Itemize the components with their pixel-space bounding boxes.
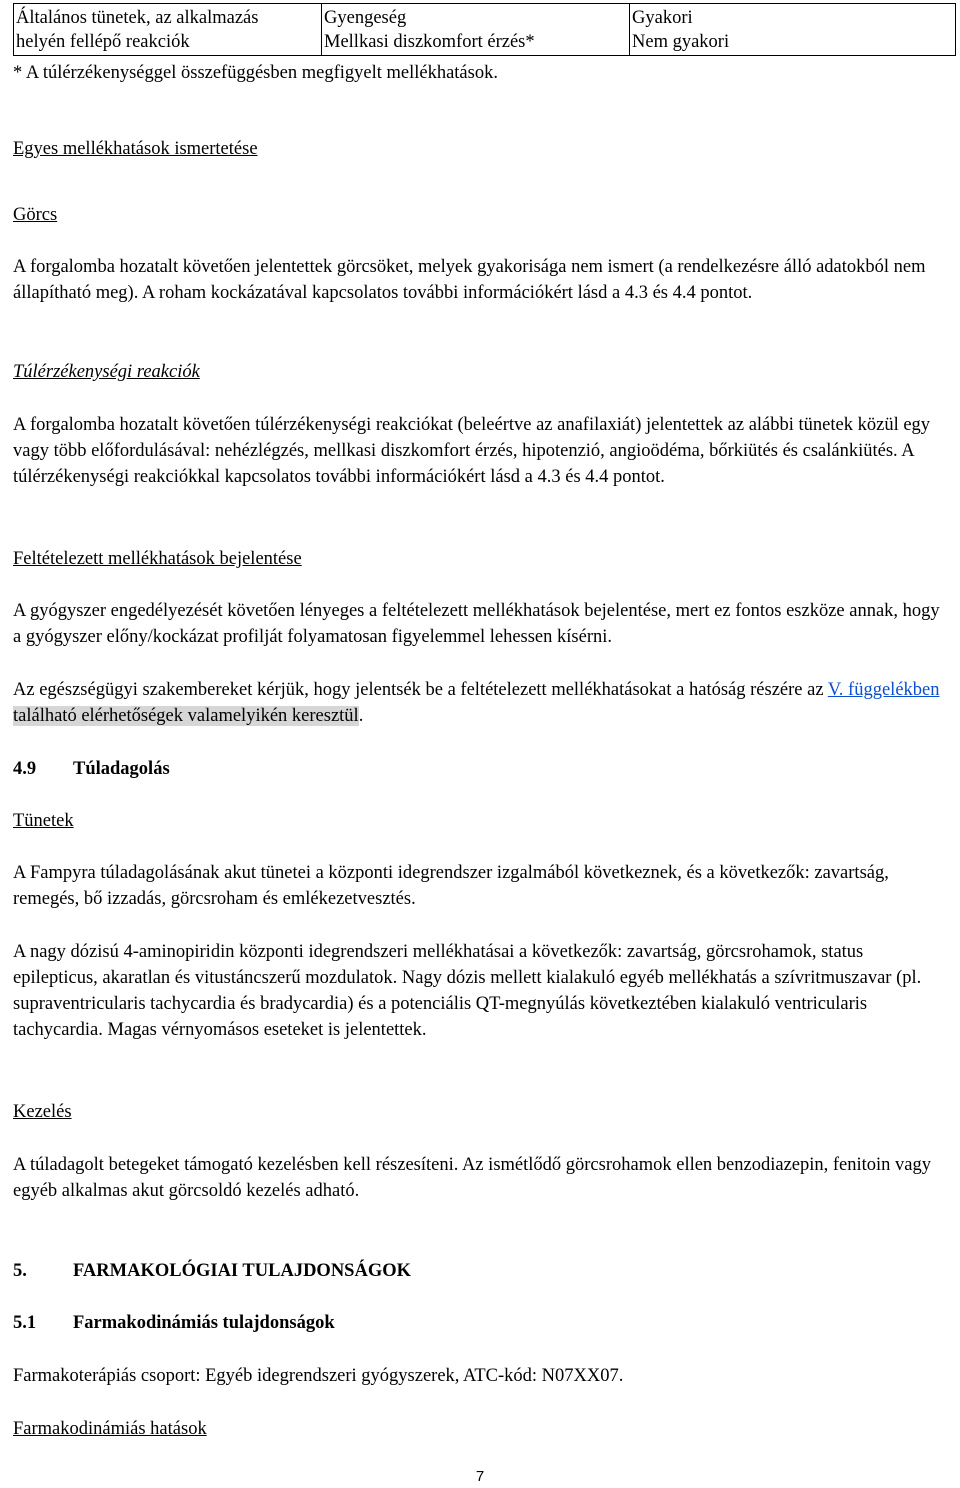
- table-cell-frequency: Gyakori Nem gyakori: [630, 4, 956, 56]
- table-cell-organ-class: Általános tünetek, az alkalmazás helyén fellépő reakciók: [14, 4, 322, 56]
- table-footnote: * A túlérzékenységgel összefüggésben megfigyelt mellékhatások.: [13, 63, 498, 83]
- table-cell-reaction: Gyengeség Mellkasi diszkomfort érzés*: [322, 4, 630, 56]
- paragraph-farmakoterapias: Farmakoterápiás csoport: Egyéb idegrendszeri gyógyszerek, ATC-kód: N07XX07.: [13, 1366, 624, 1386]
- table-row: [14, 4, 956, 56]
- paragraph-bejelentes-2: Az egészségügyi szakembereket kérjük, hogy jelentsék be a feltételezett mellékhatásokat a hatóság részére az V. függelékben található elérhetőségek valamelyikén keresztül.: [13, 680, 940, 726]
- heading-farmakodinamias-hatasok: Farmakodinámiás hatások: [13, 1419, 207, 1439]
- paragraph-tunetek-1: A Fampyra túladagolásának akut tünetei a központi idegrendszer izgalmából következnek, és a következők: zavartság, remegés, bő izzadás, görcsroham és emlékezetvesztés.: [13, 863, 889, 909]
- heading-kezeles: Kezelés: [13, 1102, 72, 1122]
- paragraph-tunetek-2: A nagy dózisú 4-aminopiridin központi idegrendszeri mellékhatásai a következők: zavartság, görcsrohamok, status epilepticus, akaratlan és vitustáncszerű mozdulatok. Nagy dózis mellett kialakuló egyéb mellékhatás a szívritmuszavar (pl. supraventricularis tachycardia és bradycardia) és a potenciális QT-megnyúlás következtében kialakuló ventricularis tachycardia. Magas vérnyomásos eseteket is jelentettek.: [13, 942, 922, 1040]
- heading-gorcs: Görcs: [13, 205, 58, 225]
- section-5-1-heading: 5.1 Farmakodinámiás tulajdonságok: [13, 1313, 335, 1333]
- heading-egyes-mellekhatasok: Egyes mellékhatások ismertetése: [13, 139, 258, 159]
- side-effects-table: [13, 3, 956, 56]
- paragraph-bejelentes-1: A gyógyszer engedélyezését követően lényeges a feltételezett mellékhatások bejelentése, mert ez fontos eszköze annak, hogy a gyógyszer előny/kockázat profilját folyamatosan figyelemmel lehessen kísérni.: [13, 601, 940, 647]
- appendix-v-link[interactable]: V. függelékben: [827, 680, 940, 700]
- paragraph-tulerzekenysegi: A forgalomba hozatalt követően túlérzékenységi reakciókat (beleértve az anafilaxiát) jelentettek az alábbi tünetek közül egy vagy több előfordulásával: nehézlégzés, mellkasi diszkomfort érzés, hipotenzió, angioödéma, bőrkiütés és csalánkiütés. A túlérzékenységi reakciókkal kapcsolatos további információkért lásd a 4.3 és 4.4 pontot.: [13, 415, 931, 487]
- heading-bejelentes: Feltételezett mellékhatások bejelentése: [13, 549, 302, 569]
- heading-tunetek: Tünetek: [13, 811, 74, 831]
- section-4-9-heading: 4.9 Túladagolás: [13, 759, 170, 779]
- paragraph-kezeles: A túladagolt betegeket támogató kezelésben kell részesíteni. Az ismétlődő görcsrohamok ellen benzodiazepin, fenitoin vagy egyéb alkalmas akut görcsoldó kezelés adható.: [13, 1155, 932, 1201]
- heading-tulerzekenysegi: Túlérzékenységi reakciók: [13, 362, 200, 382]
- paragraph-gorcs: A forgalomba hozatalt követően jelentettek görcsöket, melyek gyakorisága nem ismert (a rendelkezésre álló adatokból nem állapítható meg). A roham kockázatával kapcsolatos további információkért lásd a 4.3 és 4.4 pontot.: [13, 257, 926, 303]
- section-5-heading: 5. FARMAKOLÓGIAI TULAJDONSÁGOK: [13, 1261, 411, 1281]
- highlighted-text: található elérhetőségek valamelyikén keresztül: [13, 706, 359, 726]
- page-number: 7: [475, 1468, 485, 1485]
